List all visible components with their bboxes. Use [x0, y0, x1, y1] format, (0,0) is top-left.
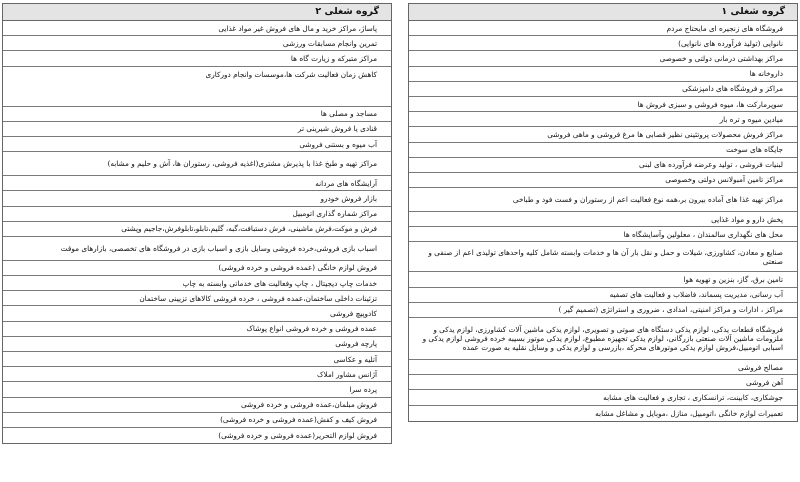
table-row: فروش کیف و کفش(عمده فروشی و خرده فروشی) [3, 413, 391, 428]
table-row: فروش لوازم التحریر(عمده فروشی و خرده فروشی) [218, 431, 377, 441]
table-row: جوشکاری، کابینت، ترانسکاری ، تجاری و فعالیت های مشابه [409, 390, 797, 405]
table-row: مراکز فروش محصولات پروتئینی نظیر قصابی ها مرغ فروشی و ماهی فروشی [409, 127, 797, 142]
table-row: فروش لوازم خانگی (عمده فروشی و خرده فروشی) [3, 261, 391, 276]
table-row: مراکز تهیه و طبخ غذا با پذیرش مشتری(اغذیه فروشی، رستوران ها، آش و حلیم و مشابه) [3, 152, 391, 176]
table-row: اسباب بازی فروشی،خرده فروشی وسایل بازی و اسباب بازی در فروشگاه های تخصصی، بازارهای موقت [3, 237, 391, 261]
table-row: آب رسانی، مدیریت پسماند، فاضلاب و فعالیت های تصفیه [409, 288, 797, 303]
table-row: تعمیرات لوازم خانگی ،اتومبیل، منازل ،موبایل و مشاغل مشابه [595, 408, 783, 418]
table-row: مراکز بهداشتی درمانی دولتی و خصوصی [409, 51, 797, 66]
table-row: مراکز ، ادارات و مراکز امنیتی، امدادی ، ضروری و استراتژی (تصمیم گیر ) [409, 303, 797, 318]
table-row: صنایع و معادن، کشاورزی، شیلات و حمل و نقل بار آن ها و خدمات وابسته شامل کلیه واحدهای تولیدی اعم از صنفی و صنعتی [409, 242, 797, 272]
table-row: جایگاه های سوخت [409, 143, 797, 158]
table-row: عمده فروشی و خرده فروشی انواع پوشاک [3, 322, 391, 337]
table-row: سوپرمارکت ها، میوه فروشی و سبزی فروش ها [409, 97, 797, 112]
table-row: فرش و موکت،فرش ماشینی، فرش دستبافت،گبه، گلیم،تابلو،تابلوفرش،جاجیم وپشتی [3, 222, 391, 237]
table-row: آرایشگاه های مردانه [3, 176, 391, 191]
job-group-1-table [408, 3, 798, 422]
table-row: تامین برق، گاز، بنزین و تهویه هوا [409, 272, 797, 287]
table-row: مراکز تهیه غذا های آماده بیرون بر،همه نوع فعالیت اعم از رستوران و فست فود و طباخی [409, 188, 797, 212]
table-row: آژانس مشاور املاک [3, 367, 391, 382]
table-row: پاساژ، مراکز خرید و مال های فروش غیر مواد غذایی [3, 21, 391, 36]
table-row: میادین میوه و تره بار [409, 112, 797, 127]
table-row: پارچه فروشی [3, 337, 391, 352]
table-row: کاهش زمان فعالیت شرکت ها،موسسات وانجام دورکاری [3, 67, 391, 107]
table-row: مراکز و فروشگاه های دامپزشکی [409, 82, 797, 97]
table-row: فروشگاه های زنجیره ای مایحتاج مردم [409, 21, 797, 36]
job-group-2-table [2, 3, 392, 444]
job-group-1-title: گروه شغلی ۱ [409, 4, 797, 21]
table-row: نانوایی (تولید فرآورده های نانوایی) [409, 36, 797, 51]
table-row: آب میوه و بستنی فروشی [3, 137, 391, 152]
table-row: محل های نگهداری سالمندان ، معلولین وآسایشگاه ها [409, 227, 797, 242]
table-row: مراکز متبرکه و زیارت گاه ها [3, 51, 391, 66]
table-row: آتلیه و عکاسی [3, 352, 391, 367]
table-row: آهن فروشی [409, 375, 797, 390]
table-row: بازار فروش خودرو [3, 191, 391, 206]
table-row: خدمات چاپ دیجیتال ، چاپ وفعالیت های خدماتی وابسته به چاپ [3, 276, 391, 291]
table-row: لبنیات فروشی ، تولید وعرضه فرآورده های لبنی [409, 158, 797, 173]
table-row: مساجد و مصلی ها [3, 107, 391, 122]
table-row: مصالح فروشی [409, 360, 797, 375]
job-group-2-title: گروه شغلی ۲ [3, 4, 391, 21]
table-row: پرده سرا [3, 382, 391, 397]
table-row: داروخانه ها [409, 67, 797, 82]
table-row: فروش مبلمان،عمده فروشی و خرده فروشی [3, 398, 391, 413]
table-row: تزئینات داخلی ساختمان،عمده فروشی ، خرده فروشی کالاهای تزیینی ساختمان [3, 291, 391, 306]
table-row: تمرین وانجام مسابقات ورزشی [3, 36, 391, 51]
table-row: مراکز تامین آمبولانس دولتی وخصوصی [409, 173, 797, 188]
table-row: پخش دارو و مواد غذایی [409, 212, 797, 227]
table-row: کادوپیچ فروشی [3, 306, 391, 321]
table-row: قنادی یا فروش شیرینی تر [3, 122, 391, 137]
table-row: فروشگاه قطعات یدکی، لوازم یدکی دستگاه های صوتی و تصویری، لوازم یدکی ماشین آلات کشاورزی، لوازم یدکی و ملزومات ماشین آلات صنعتی بازرگانی، لوازم یدکی تجهیزه مطبوع، لوازم یدکی موتور بسیبه خرده فروشی لوازم یدکی و اسبابی اتومبیل،فروش لوازم یدکی موتورهای محرکه ،بازرسی و لوازم یدکی و وسایل نقلیه به صورت عمده [409, 318, 797, 360]
table-row: مراکز شماره گذاری اتومبیل [3, 207, 391, 222]
